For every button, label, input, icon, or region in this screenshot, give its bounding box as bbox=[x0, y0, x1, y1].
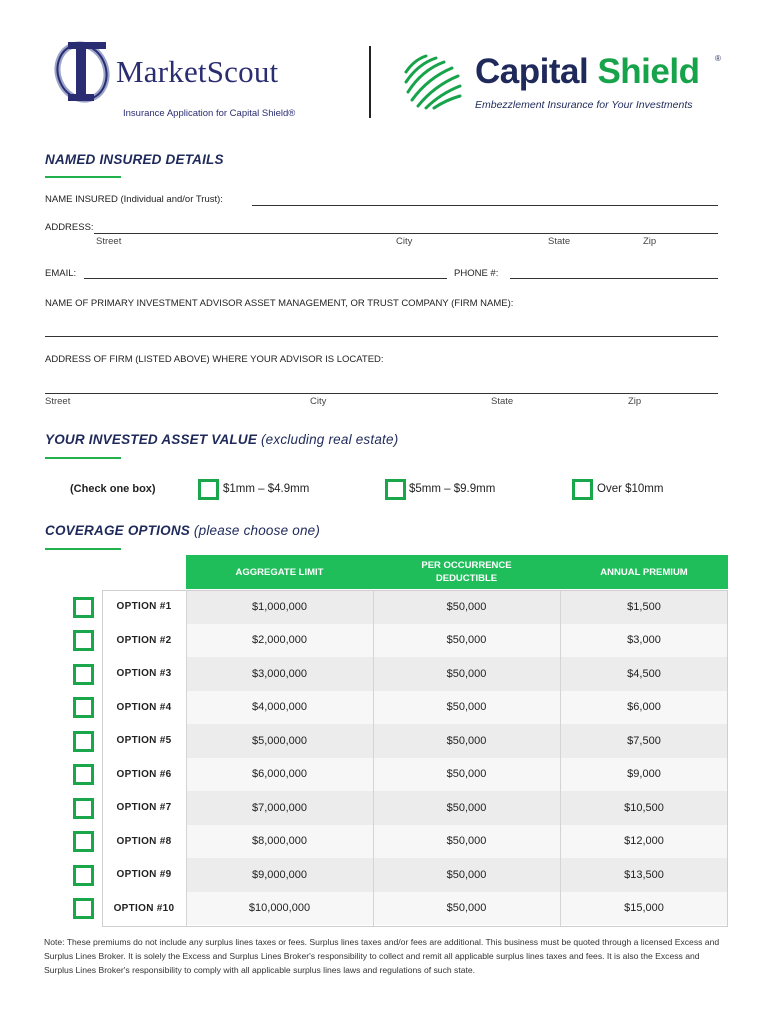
option-label: OPTION #8 bbox=[102, 825, 186, 859]
capital-shield-emblem-icon bbox=[400, 52, 468, 110]
deductible-cell: $50,000 bbox=[373, 657, 560, 691]
address-street-caption: Street bbox=[96, 236, 122, 247]
deductible-cell: $50,000 bbox=[373, 590, 560, 624]
firm-name-label: NAME OF PRIMARY INVESTMENT ADVISOR ASSET MANAGEMENT, OR TRUST COMPANY (FIRM NAME): bbox=[45, 298, 514, 309]
premium-cell: $10,500 bbox=[560, 791, 728, 825]
option-1-checkbox[interactable] bbox=[73, 597, 94, 618]
table-frame bbox=[102, 590, 728, 927]
name-insured-field[interactable] bbox=[252, 205, 718, 206]
firm-city-caption: City bbox=[310, 396, 327, 407]
deductible-cell: $50,000 bbox=[373, 791, 560, 825]
premium-cell: $7,500 bbox=[560, 724, 728, 758]
premium-cell: $3,000 bbox=[560, 624, 728, 658]
option-label: OPTION #1 bbox=[102, 590, 186, 624]
option-6-checkbox[interactable] bbox=[73, 764, 94, 785]
capital-shield-logo bbox=[400, 52, 730, 122]
phone-label: PHONE #: bbox=[454, 268, 499, 279]
option-3-checkbox[interactable] bbox=[73, 664, 94, 685]
firm-name-field[interactable] bbox=[45, 336, 718, 337]
firm-street-caption: Street bbox=[45, 396, 71, 407]
asset-value-heading-note: (excluding real estate) bbox=[257, 432, 399, 447]
premium-cell: $1,500 bbox=[560, 590, 728, 624]
premium-cell: $15,000 bbox=[560, 892, 728, 926]
firm-state-caption: State bbox=[491, 396, 514, 407]
email-field[interactable] bbox=[84, 278, 447, 279]
deductible-cell: $50,000 bbox=[373, 758, 560, 792]
premium-cell: $6,000 bbox=[560, 691, 728, 725]
aggregate-limit-cell: $1,000,000 bbox=[186, 590, 373, 624]
phone-field[interactable] bbox=[510, 278, 718, 279]
aggregate-limit-cell: $9,000,000 bbox=[186, 858, 373, 892]
address-zip-caption: Zip bbox=[643, 236, 657, 247]
asset-option-2-checkbox[interactable] bbox=[385, 479, 406, 500]
marketscout-emblem-icon bbox=[52, 36, 122, 106]
premium-cell: $13,500 bbox=[560, 858, 728, 892]
option-4-checkbox[interactable] bbox=[73, 697, 94, 718]
address-city-caption: City bbox=[396, 236, 413, 247]
column-divider bbox=[373, 590, 374, 926]
heading-underline bbox=[45, 548, 121, 550]
column-header-annual-premium: ANNUAL PREMIUM bbox=[560, 555, 728, 589]
marketscout-name: MarketScout bbox=[116, 54, 279, 89]
aggregate-limit-cell: $7,000,000 bbox=[186, 791, 373, 825]
header-divider bbox=[369, 46, 371, 118]
deductible-cell: $50,000 bbox=[373, 825, 560, 859]
deductible-cell: $50,000 bbox=[373, 691, 560, 725]
aggregate-limit-cell: $8,000,000 bbox=[186, 825, 373, 859]
coverage-heading-bold: COVERAGE OPTIONS bbox=[45, 523, 190, 538]
deductible-cell: $50,000 bbox=[373, 858, 560, 892]
asset-option-1-checkbox[interactable] bbox=[198, 479, 219, 500]
asset-value-heading-bold: YOUR INVESTED ASSET VALUE bbox=[45, 432, 258, 447]
marketscout-subtitle: Insurance Application for Capital Shield® bbox=[123, 108, 296, 119]
aggregate-limit-cell: $5,000,000 bbox=[186, 724, 373, 758]
option-label: OPTION #5 bbox=[102, 724, 186, 758]
column-divider bbox=[186, 590, 187, 926]
heading-underline bbox=[45, 176, 121, 178]
column-header-deductible: PER OCCURRENCE DEDUCTIBLE bbox=[373, 555, 560, 589]
aggregate-limit-cell: $3,000,000 bbox=[186, 657, 373, 691]
option-7-checkbox[interactable] bbox=[73, 798, 94, 819]
asset-option-2-label: $5mm – $9.9mm bbox=[409, 483, 496, 495]
heading-underline bbox=[45, 457, 121, 459]
footnote: Note: These premiums do not include any surplus lines taxes or fees. Surplus lines taxes and/or fees are additional. This business must be quoted through a licensed Excess and Surplus Lines Broker. It is solely the Excess and Surplus Lines Broker's responsibility to collect and remit all applicable surplus lines taxes and fees. It is also the Excess and Surplus Lines Broker's responsibility to comply with all applicable surplus lines laws and regulations of such state. bbox=[44, 937, 720, 975]
option-label: OPTION #9 bbox=[102, 858, 186, 892]
capital-word: Capital bbox=[475, 52, 589, 91]
capital-shield-name bbox=[475, 52, 699, 92]
check-one-label: (Check one box) bbox=[70, 483, 156, 495]
option-8-checkbox[interactable] bbox=[73, 831, 94, 852]
coverage-heading-note: (please choose one) bbox=[189, 523, 321, 538]
marketscout-logo bbox=[52, 36, 352, 126]
registered-mark: ® bbox=[715, 54, 721, 63]
option-10-checkbox[interactable] bbox=[73, 898, 94, 919]
aggregate-limit-cell: $2,000,000 bbox=[186, 624, 373, 658]
option-5-checkbox[interactable] bbox=[73, 731, 94, 752]
option-label: OPTION #4 bbox=[102, 691, 186, 725]
option-label: OPTION #10 bbox=[102, 892, 186, 926]
aggregate-limit-cell: $4,000,000 bbox=[186, 691, 373, 725]
column-header-aggregate-limit: AGGREGATE LIMIT bbox=[186, 555, 373, 589]
address-field[interactable] bbox=[94, 233, 718, 234]
aggregate-limit-cell: $10,000,000 bbox=[186, 892, 373, 926]
deductible-cell: $50,000 bbox=[373, 624, 560, 658]
email-label: EMAIL: bbox=[45, 268, 77, 279]
deductible-cell: $50,000 bbox=[373, 724, 560, 758]
asset-option-3-checkbox[interactable] bbox=[572, 479, 593, 500]
deductible-cell: $50,000 bbox=[373, 892, 560, 926]
option-9-checkbox[interactable] bbox=[73, 865, 94, 886]
asset-option-1-label: $1mm – $4.9mm bbox=[223, 483, 310, 495]
premium-cell: $4,500 bbox=[560, 657, 728, 691]
address-label: ADDRESS: bbox=[45, 222, 94, 233]
premium-cell: $9,000 bbox=[560, 758, 728, 792]
firm-address-field[interactable] bbox=[45, 393, 718, 394]
option-2-checkbox[interactable] bbox=[73, 630, 94, 651]
named-insured-heading: NAMED INSURED DETAILS bbox=[45, 152, 224, 167]
premium-cell: $12,000 bbox=[560, 825, 728, 859]
option-label: OPTION #7 bbox=[102, 791, 186, 825]
option-label: OPTION #3 bbox=[102, 657, 186, 691]
shield-word: Shield bbox=[597, 52, 700, 91]
address-state-caption: State bbox=[548, 236, 571, 247]
option-label: OPTION #6 bbox=[102, 758, 186, 792]
coverage-heading bbox=[45, 523, 320, 538]
firm-address-label: ADDRESS OF FIRM (LISTED ABOVE) WHERE YOUR ADVISOR IS LOCATED: bbox=[45, 354, 384, 365]
asset-option-3-label: Over $10mm bbox=[597, 483, 664, 495]
option-label: OPTION #2 bbox=[102, 624, 186, 658]
column-divider bbox=[560, 590, 561, 926]
capital-shield-tagline: Embezzlement Insurance for Your Investments bbox=[475, 99, 693, 111]
name-insured-label: NAME INSURED (Individual and/or Trust): bbox=[45, 194, 223, 205]
asset-value-heading bbox=[45, 432, 398, 447]
firm-zip-caption: Zip bbox=[628, 396, 642, 407]
aggregate-limit-cell: $6,000,000 bbox=[186, 758, 373, 792]
